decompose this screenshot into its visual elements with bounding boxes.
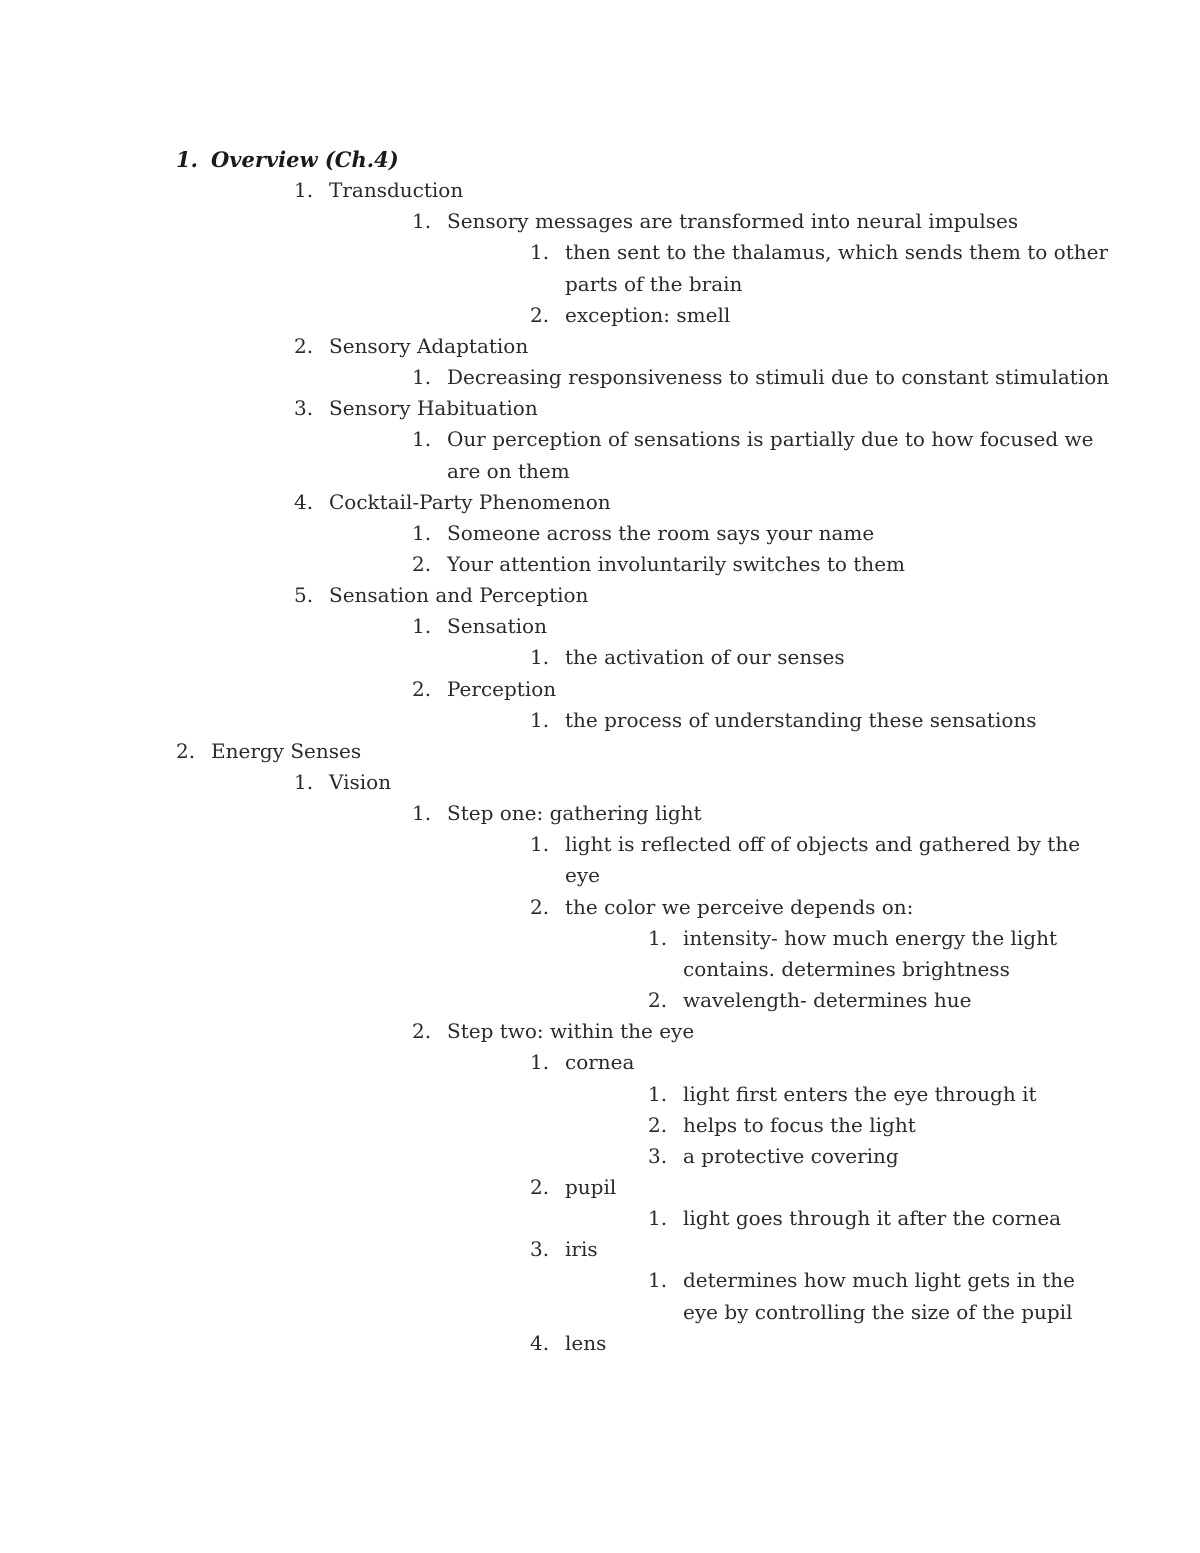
list-number: 1. bbox=[294, 770, 314, 794]
list-text: determines how much light gets in the bbox=[683, 1268, 1076, 1292]
list-text: Sensory Habituation bbox=[329, 396, 538, 420]
list-text: helps to focus the light bbox=[683, 1113, 916, 1137]
list-text: Cocktail-Party Phenomenon bbox=[329, 490, 611, 514]
list-text: light is reflected off of objects and gathered by the bbox=[565, 832, 1081, 856]
list-number: 3. bbox=[530, 1237, 550, 1261]
list-text: Sensation bbox=[447, 614, 547, 638]
list-number: 2. bbox=[530, 1175, 550, 1199]
list-number: 2. bbox=[530, 303, 550, 327]
list-number: 1. bbox=[648, 1268, 668, 1292]
list-text: Decreasing responsiveness to stimuli due to constant stimulation bbox=[447, 365, 1110, 389]
list-text: Energy Senses bbox=[211, 739, 362, 763]
list-number: 1. bbox=[176, 147, 198, 172]
list-text: iris bbox=[565, 1237, 598, 1261]
list-text: are on them bbox=[447, 459, 570, 483]
list-number: 2. bbox=[412, 552, 432, 576]
list-number: 1. bbox=[648, 1206, 668, 1230]
list-number: 1. bbox=[412, 614, 432, 638]
list-text: eye by controlling the size of the pupil bbox=[683, 1300, 1073, 1324]
list-text: Our perception of sensations is partially due to how focused we bbox=[447, 427, 1094, 451]
list-text: Transduction bbox=[329, 178, 464, 202]
list-number: 2. bbox=[648, 988, 668, 1012]
list-number: 4. bbox=[530, 1331, 550, 1355]
list-number: 1. bbox=[530, 1050, 550, 1074]
list-number: 1. bbox=[412, 521, 432, 545]
list-text: Someone across the room says your name bbox=[447, 521, 875, 545]
list-text: cornea bbox=[565, 1050, 635, 1074]
list-number: 2. bbox=[530, 895, 550, 919]
list-text: the activation of our senses bbox=[565, 645, 845, 669]
list-text: Step one: gathering light bbox=[447, 801, 702, 825]
list-number: 1. bbox=[412, 209, 432, 233]
list-number: 2. bbox=[412, 677, 432, 701]
list-text: Sensory Adaptation bbox=[329, 334, 529, 358]
list-text: the process of understanding these sensations bbox=[565, 708, 1037, 732]
list-number: 1. bbox=[412, 365, 432, 389]
list-text: Sensory messages are transformed into neural impulses bbox=[447, 209, 1019, 233]
list-number: 5. bbox=[294, 583, 314, 607]
list-number: 2. bbox=[412, 1019, 432, 1043]
list-text: intensity- how much energy the light bbox=[683, 926, 1058, 950]
list-number: 1. bbox=[648, 1082, 668, 1106]
list-text: then sent to the thalamus, which sends them to other bbox=[565, 240, 1109, 264]
list-text: Your attention involuntarily switches to them bbox=[447, 552, 905, 576]
list-number: 1. bbox=[530, 832, 550, 856]
list-text: light goes through it after the cornea bbox=[683, 1206, 1062, 1230]
list-text: exception: smell bbox=[565, 303, 731, 327]
list-text: the color we perceive depends on: bbox=[565, 895, 914, 919]
list-number: 1. bbox=[530, 708, 550, 732]
list-number: 1. bbox=[530, 240, 550, 264]
list-text: contains. determines brightness bbox=[683, 957, 1010, 981]
list-text: pupil bbox=[565, 1175, 617, 1199]
list-number: 1. bbox=[412, 801, 432, 825]
list-text: a protective covering bbox=[683, 1144, 899, 1168]
list-text: wavelength- determines hue bbox=[683, 988, 972, 1012]
list-text: Overview (Ch.4) bbox=[211, 147, 399, 172]
list-number: 1. bbox=[648, 926, 668, 950]
list-text: eye bbox=[565, 863, 600, 887]
list-number: 2. bbox=[176, 739, 196, 763]
list-text: Step two: within the eye bbox=[447, 1019, 695, 1043]
list-text: Sensation and Perception bbox=[329, 583, 589, 607]
list-number: 1. bbox=[412, 427, 432, 451]
list-number: 1. bbox=[530, 645, 550, 669]
list-number: 2. bbox=[648, 1113, 668, 1137]
list-text: Perception bbox=[447, 677, 557, 701]
list-text: lens bbox=[565, 1331, 607, 1355]
list-text: parts of the brain bbox=[565, 272, 743, 296]
list-text: Vision bbox=[329, 770, 392, 794]
list-number: 2. bbox=[294, 334, 314, 358]
list-number: 3. bbox=[294, 396, 314, 420]
list-number: 3. bbox=[648, 1144, 668, 1168]
list-text: light first enters the eye through it bbox=[683, 1082, 1037, 1106]
list-number: 4. bbox=[294, 490, 314, 514]
list-number: 1. bbox=[294, 178, 314, 202]
